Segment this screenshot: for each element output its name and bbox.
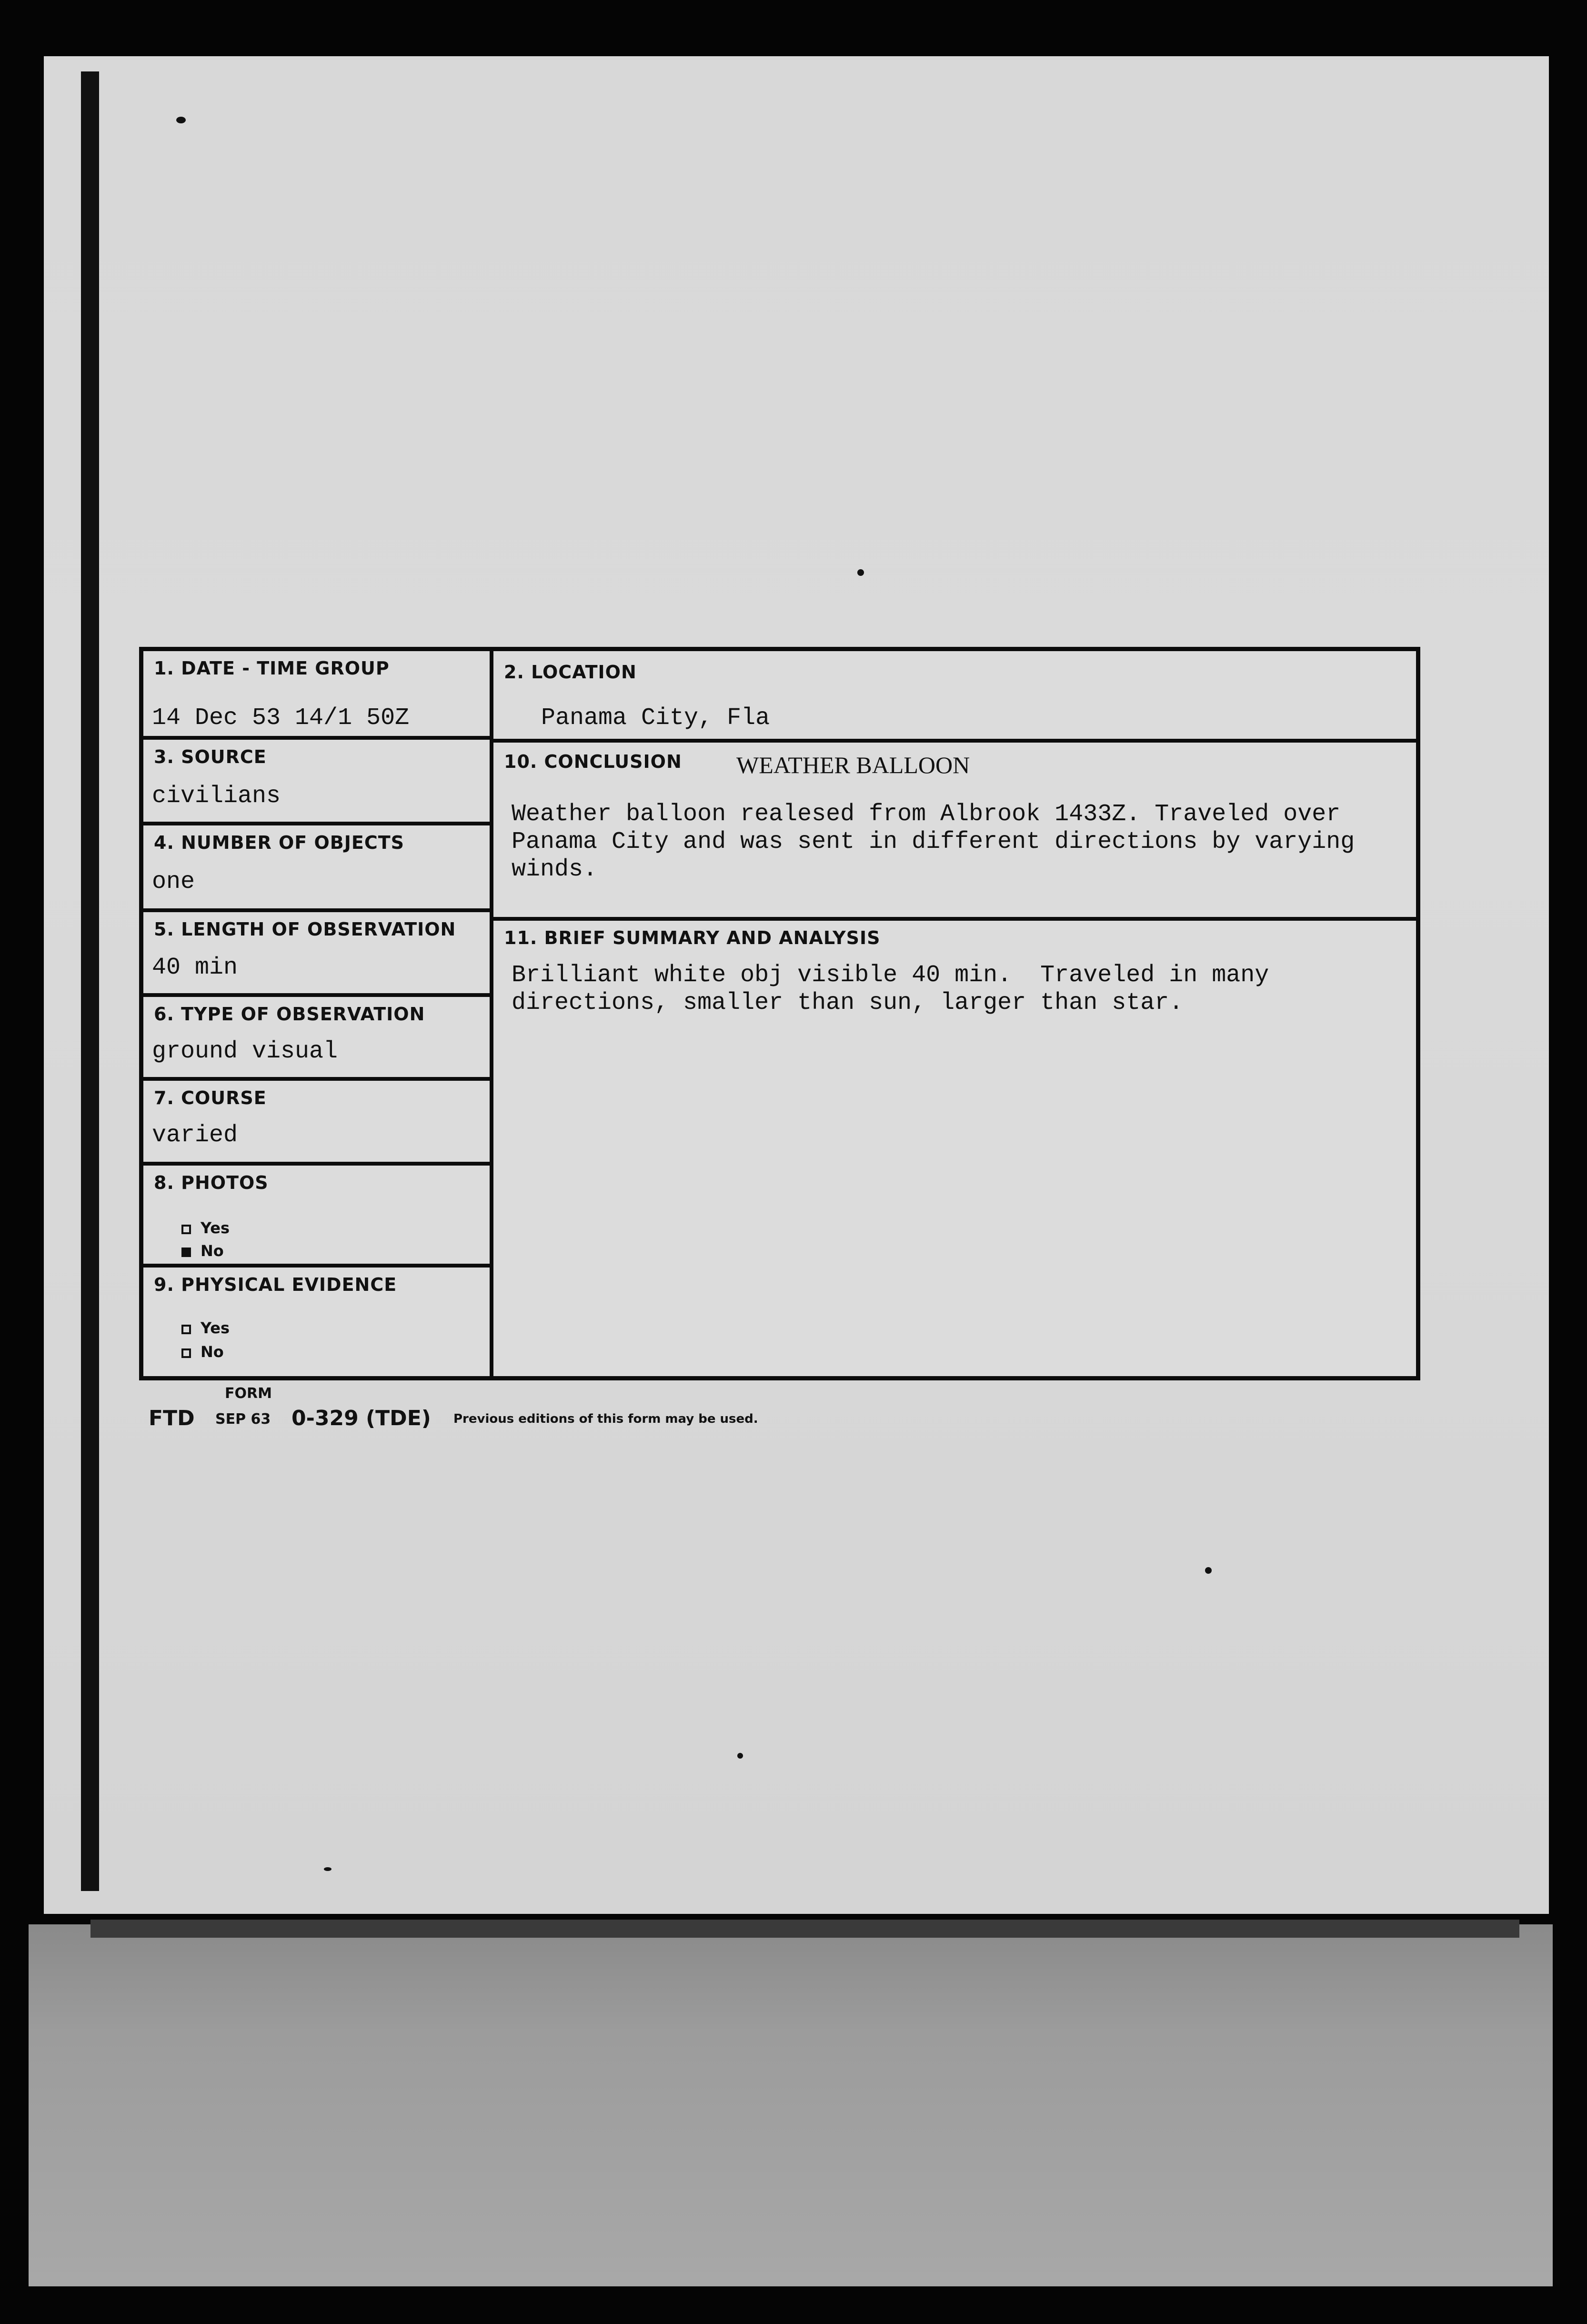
footer-form-label: FORM <box>225 1385 272 1402</box>
photos-yes-label: Yes <box>201 1219 230 1237</box>
course-cell <box>143 1081 490 1166</box>
dust-speck <box>176 117 186 123</box>
number-of-objects-label: 4. NUMBER OF OBJECTS <box>154 832 405 853</box>
photos-yes-option[interactable] <box>181 1219 230 1237</box>
type-of-observation-value: ground visual <box>152 1038 338 1065</box>
photos-no-checkbox[interactable] <box>181 1248 191 1257</box>
conclusion-label: 10. CONCLUSION <box>504 751 682 772</box>
sheet-edge-shadow <box>81 71 99 1891</box>
date-time-group-cell <box>143 651 490 740</box>
date-time-group-value: 14 Dec 53 14/1 50Z <box>152 704 410 732</box>
photos-cell <box>143 1166 490 1268</box>
conclusion-cell <box>493 743 1416 921</box>
form-footer <box>149 1385 1339 1447</box>
photos-yes-checkbox[interactable] <box>181 1225 191 1234</box>
photos-no-option[interactable] <box>181 1242 224 1260</box>
scan-bottom-edge <box>90 1920 1519 1938</box>
location-value: Panama City, Fla <box>541 704 770 732</box>
form-right-column <box>493 651 1416 1376</box>
photos-no-label: No <box>201 1242 224 1260</box>
location-cell <box>493 651 1416 743</box>
scan-bottom-strip <box>29 1924 1553 2286</box>
conclusion-text-line-1: Weather balloon realesed from Albrook 1433Z. Traveled over <box>512 801 1341 828</box>
form-left-column <box>143 651 493 1376</box>
physical-evidence-no-option[interactable] <box>181 1343 224 1361</box>
footer-date: SEP 63 <box>215 1411 271 1428</box>
source-value: civilians <box>152 783 281 810</box>
footer-ftd: FTD <box>149 1406 195 1430</box>
physical-evidence-no-checkbox[interactable] <box>181 1348 191 1358</box>
conclusion-value: WEATHER BALLOON <box>736 752 970 778</box>
summary-cell <box>493 921 1416 1376</box>
footer-form-number: 0-329 (TDE) <box>291 1406 431 1430</box>
conclusion-text-line-2: Panama City and was sent in different directions by varying <box>512 828 1355 855</box>
physical-evidence-no-label: No <box>201 1343 224 1361</box>
photos-label: 8. PHOTOS <box>154 1172 269 1193</box>
length-of-observation-value: 40 min <box>152 954 238 981</box>
report-form <box>139 647 1420 1380</box>
physical-evidence-yes-label: Yes <box>201 1319 230 1337</box>
dust-speck <box>737 1753 743 1759</box>
date-time-group-label: 1. DATE - TIME GROUP <box>154 658 390 679</box>
length-of-observation-label: 5. LENGTH OF OBSERVATION <box>154 919 456 940</box>
number-of-objects-value: one <box>152 868 195 895</box>
length-of-observation-cell <box>143 912 490 997</box>
source-cell <box>143 740 490 825</box>
type-of-observation-label: 6. TYPE OF OBSERVATION <box>154 1004 425 1025</box>
summary-text-line-2: directions, smaller than sun, larger than star. <box>512 989 1184 1016</box>
physical-evidence-yes-checkbox[interactable] <box>181 1325 191 1334</box>
summary-label: 11. BRIEF SUMMARY AND ANALYSIS <box>504 927 881 948</box>
course-label: 7. COURSE <box>154 1087 267 1108</box>
course-value: varied <box>152 1122 238 1149</box>
summary-text-line-1: Brilliant white obj visible 40 min. Traveled in many <box>512 962 1269 989</box>
dust-speck <box>1205 1567 1212 1574</box>
physical-evidence-cell <box>143 1268 490 1376</box>
location-label: 2. LOCATION <box>504 662 637 683</box>
number-of-objects-cell <box>143 825 490 912</box>
dust-speck <box>857 569 864 576</box>
physical-evidence-yes-option[interactable] <box>181 1319 230 1337</box>
source-label: 3. SOURCE <box>154 746 267 767</box>
footer-note: Previous editions of this form may be used. <box>453 1412 758 1426</box>
physical-evidence-label: 9. PHYSICAL EVIDENCE <box>154 1274 397 1295</box>
dust-speck <box>324 1867 331 1871</box>
type-of-observation-cell <box>143 997 490 1081</box>
conclusion-text-line-3: winds. <box>512 856 598 883</box>
